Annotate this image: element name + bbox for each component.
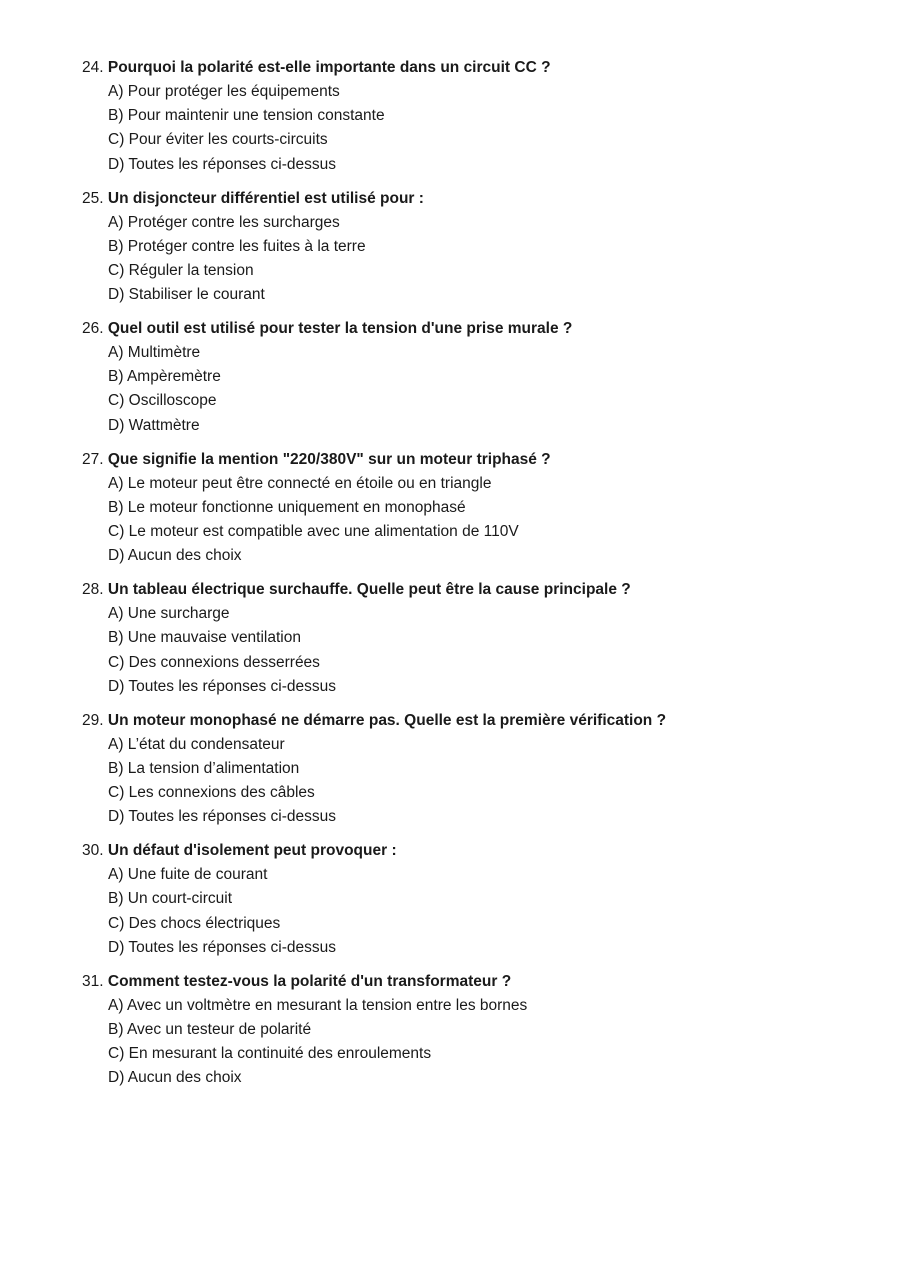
answer-option: C) Les connexions des câbles [108, 784, 315, 802]
question-number: 28. [82, 581, 104, 599]
answer-option: A) Avec un voltmètre en mesurant la tension entre les bornes [108, 996, 528, 1014]
answer-option: B) Pour maintenir une tension constante [108, 107, 385, 125]
question-heading [82, 317, 882, 341]
question-text: Que signifie la mention "220/380V" sur un moteur triphasé ? [107, 450, 551, 468]
question-text: Comment testez-vous la polarité d'un transformateur ? [107, 972, 512, 990]
answer-option: B) Une mauvaise ventilation [108, 629, 301, 647]
question-heading [82, 839, 882, 863]
answer-option: A) Le moteur peut être connecté en étoile ou en triangle [108, 474, 492, 492]
question-number: 26. [82, 320, 104, 338]
question-text: Un défaut d'isolement peut provoquer : [107, 842, 397, 860]
question-25 [82, 187, 882, 308]
answer-option: A) Une surcharge [108, 605, 230, 623]
answer-option: C) Réguler la tension [108, 261, 254, 279]
question-heading [82, 970, 882, 994]
answer-option: D) Wattmètre [108, 416, 200, 434]
question-number: 24. [82, 59, 104, 76]
answer-option: D) Toutes les réponses ci-dessus [108, 938, 337, 956]
question-number: 29. [82, 711, 104, 729]
question-number: 25. [82, 189, 104, 207]
question-28 [82, 578, 882, 699]
question-27 [82, 448, 882, 569]
answer-option: A) Pour protéger les équipements [108, 83, 340, 100]
answer-option: D) Toutes les réponses ci-dessus [108, 808, 337, 826]
question-heading [82, 578, 882, 602]
question-list [82, 56, 882, 1100]
answer-option: B) Avec un testeur de polarité [108, 1021, 312, 1039]
answer-option: D) Stabiliser le courant [108, 286, 265, 304]
question-24 [82, 56, 882, 177]
answer-option: D) Toutes les réponses ci-dessus [108, 677, 337, 695]
question-heading [82, 448, 882, 472]
question-31 [82, 970, 882, 1091]
question-heading [82, 709, 882, 733]
question-number: 31. [82, 972, 104, 990]
question-text: Un tableau électrique surchauffe. Quelle peut être la cause principale ? [107, 581, 631, 599]
answer-option: D) Toutes les réponses ci-dessus [108, 155, 337, 173]
question-text: Pourquoi la polarité est-elle importante dans un circuit CC ? [107, 59, 551, 76]
question-26 [82, 317, 882, 438]
answer-option: C) Des chocs électriques [108, 914, 281, 932]
question-heading [82, 56, 882, 80]
answer-option: B) La tension d’alimentation [108, 759, 300, 777]
question-29 [82, 709, 882, 830]
answer-option: C) Oscilloscope [108, 392, 217, 410]
question-text: Un moteur monophasé ne démarre pas. Quelle est la première vérification ? [107, 711, 667, 729]
question-text: Un disjoncteur différentiel est utilisé pour : [107, 189, 424, 207]
answer-option: C) Le moteur est compatible avec une alimentation de 110V [108, 523, 519, 541]
question-text: Quel outil est utilisé pour tester la tension d'une prise murale ? [107, 320, 573, 338]
answer-option: C) Pour éviter les courts-circuits [108, 131, 328, 149]
answer-option: B) Ampèremètre [108, 368, 221, 386]
answer-option: C) Des connexions desserrées [108, 653, 320, 671]
answer-option: A) Une fuite de courant [108, 866, 268, 884]
answer-option: D) Aucun des choix [108, 1069, 242, 1087]
question-heading [82, 187, 882, 211]
answer-option: B) Un court-circuit [108, 890, 233, 908]
answer-option: B) Protéger contre les fuites à la terre [108, 237, 366, 255]
question-number: 30. [82, 842, 104, 860]
answer-option: C) En mesurant la continuité des enroulements [108, 1045, 432, 1063]
answer-option: D) Aucun des choix [108, 547, 242, 565]
answer-option: A) Protéger contre les surcharges [108, 213, 340, 231]
answer-option: A) Multimètre [108, 344, 201, 362]
answer-option: A) L’état du condensateur [108, 735, 285, 753]
question-number: 27. [82, 450, 104, 468]
question-30 [82, 839, 882, 960]
answer-option: B) Le moteur fonctionne uniquement en monophasé [108, 498, 466, 516]
